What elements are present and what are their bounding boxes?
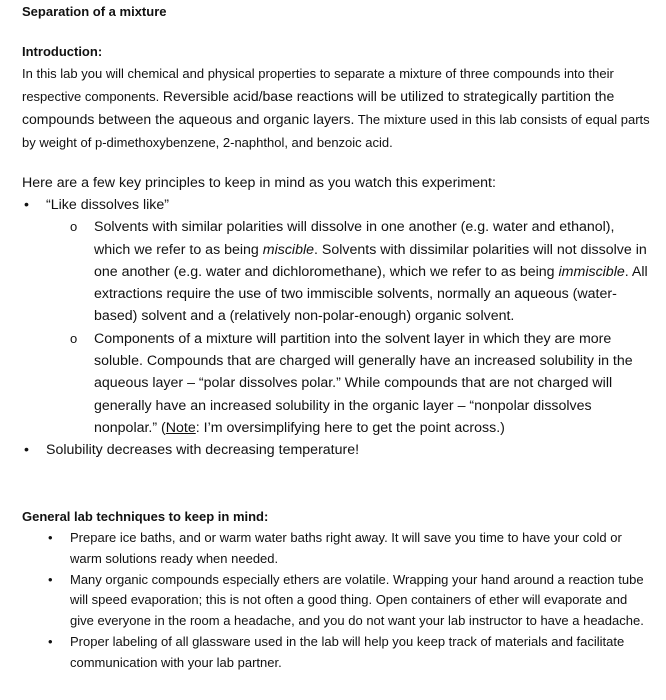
introduction-paragraph [22,62,652,154]
note-label: Note [165,419,196,436]
sub-text: . All extractions require the use of two immiscible solvents, normally an aqueous (water-based) solvent and a (relatively non-polar-enough) organic solvent. [94,263,648,325]
bullet-icon: • [48,530,53,545]
introduction-heading: Introduction: [22,44,103,59]
technique-item [0,632,666,674]
technique-text: Proper labeling of all glassware used in the lab will help you keep track of materials and facilitate communication with your lab partner. [70,633,625,670]
bullet-icon: • [48,633,53,649]
principle-bullet-text: “Like dissolves like” [46,197,169,213]
sub-text: Components of a mixture will partition into the solvent layer in which they are more soluble. Compounds that are charged will generally have an increased solubility in the aqueous layer – “polar dissolves polar.” While compounds that are not charged will generally have an increased solubility in the organic layer – “nonpolar dissolves nonpolar.” ( [94,330,633,436]
intro-sentence-2: Reversible acid/base reactions will be utilized to strategically partition the compounds between the aqueous and organic layers. [22,88,615,127]
principle-sub-partition [0,328,666,439]
technique-item [0,528,666,570]
techniques-list [0,528,666,674]
hollow-bullet-icon: o [70,219,78,235]
term-immiscible: immiscible [558,263,625,280]
term-miscible: miscible [262,241,315,258]
principles-lead: Here are a few key principles to keep in mind as you watch this experiment: [22,175,496,191]
technique-text: Prepare ice baths, and or warm water baths right away. It will save you time to have your cold or warm solutions ready when needed. [70,530,622,566]
sub-text: : I’m oversimplifying here to get the point across.) [195,419,505,436]
hollow-bullet-icon: o [70,330,78,346]
principle-sub-miscibility [0,216,666,327]
bullet-icon: • [48,571,53,587]
intro-sentence-3: The mixture used in this lab consists of equal parts by weight of p-dimethoxybenzene, 2-naphthol, and benzoic acid. [22,112,650,150]
principle-bullet-solubility [0,439,666,461]
principle-bullet-like-dissolves-like [0,194,666,216]
general-techniques-heading: General lab techniques to keep in mind: [22,509,269,524]
technique-text: Many organic compounds especially ethers are volatile. Wrapping your hand around a reaction tube will speed evaporation; this is not often a good thing. Open containers of ether will evaporate and give everyone in the room a headache, and you do not want your lab instructor to have a headache. [70,571,644,629]
document-title: Separation of a mixture [22,4,167,19]
principle-bullet-text: Solubility decreases with decreasing temperature! [46,442,360,459]
bullet-icon: • [24,442,29,459]
sub-text: Solvents with similar polarities will dissolve in one another (e.g. water and ethanol), which we refer to as being [94,219,615,258]
intro-sentence-1: In this lab you will chemical and physical properties to separate a mixture of three compounds into their respective components. [22,66,614,104]
principles-list [0,194,666,462]
bullet-icon: • [24,197,29,213]
technique-item [0,570,666,632]
sub-text: . Solvents with dissimilar polarities will not dissolve in one another (e.g. water and dichloromethane), which we refer to as being [94,241,647,280]
